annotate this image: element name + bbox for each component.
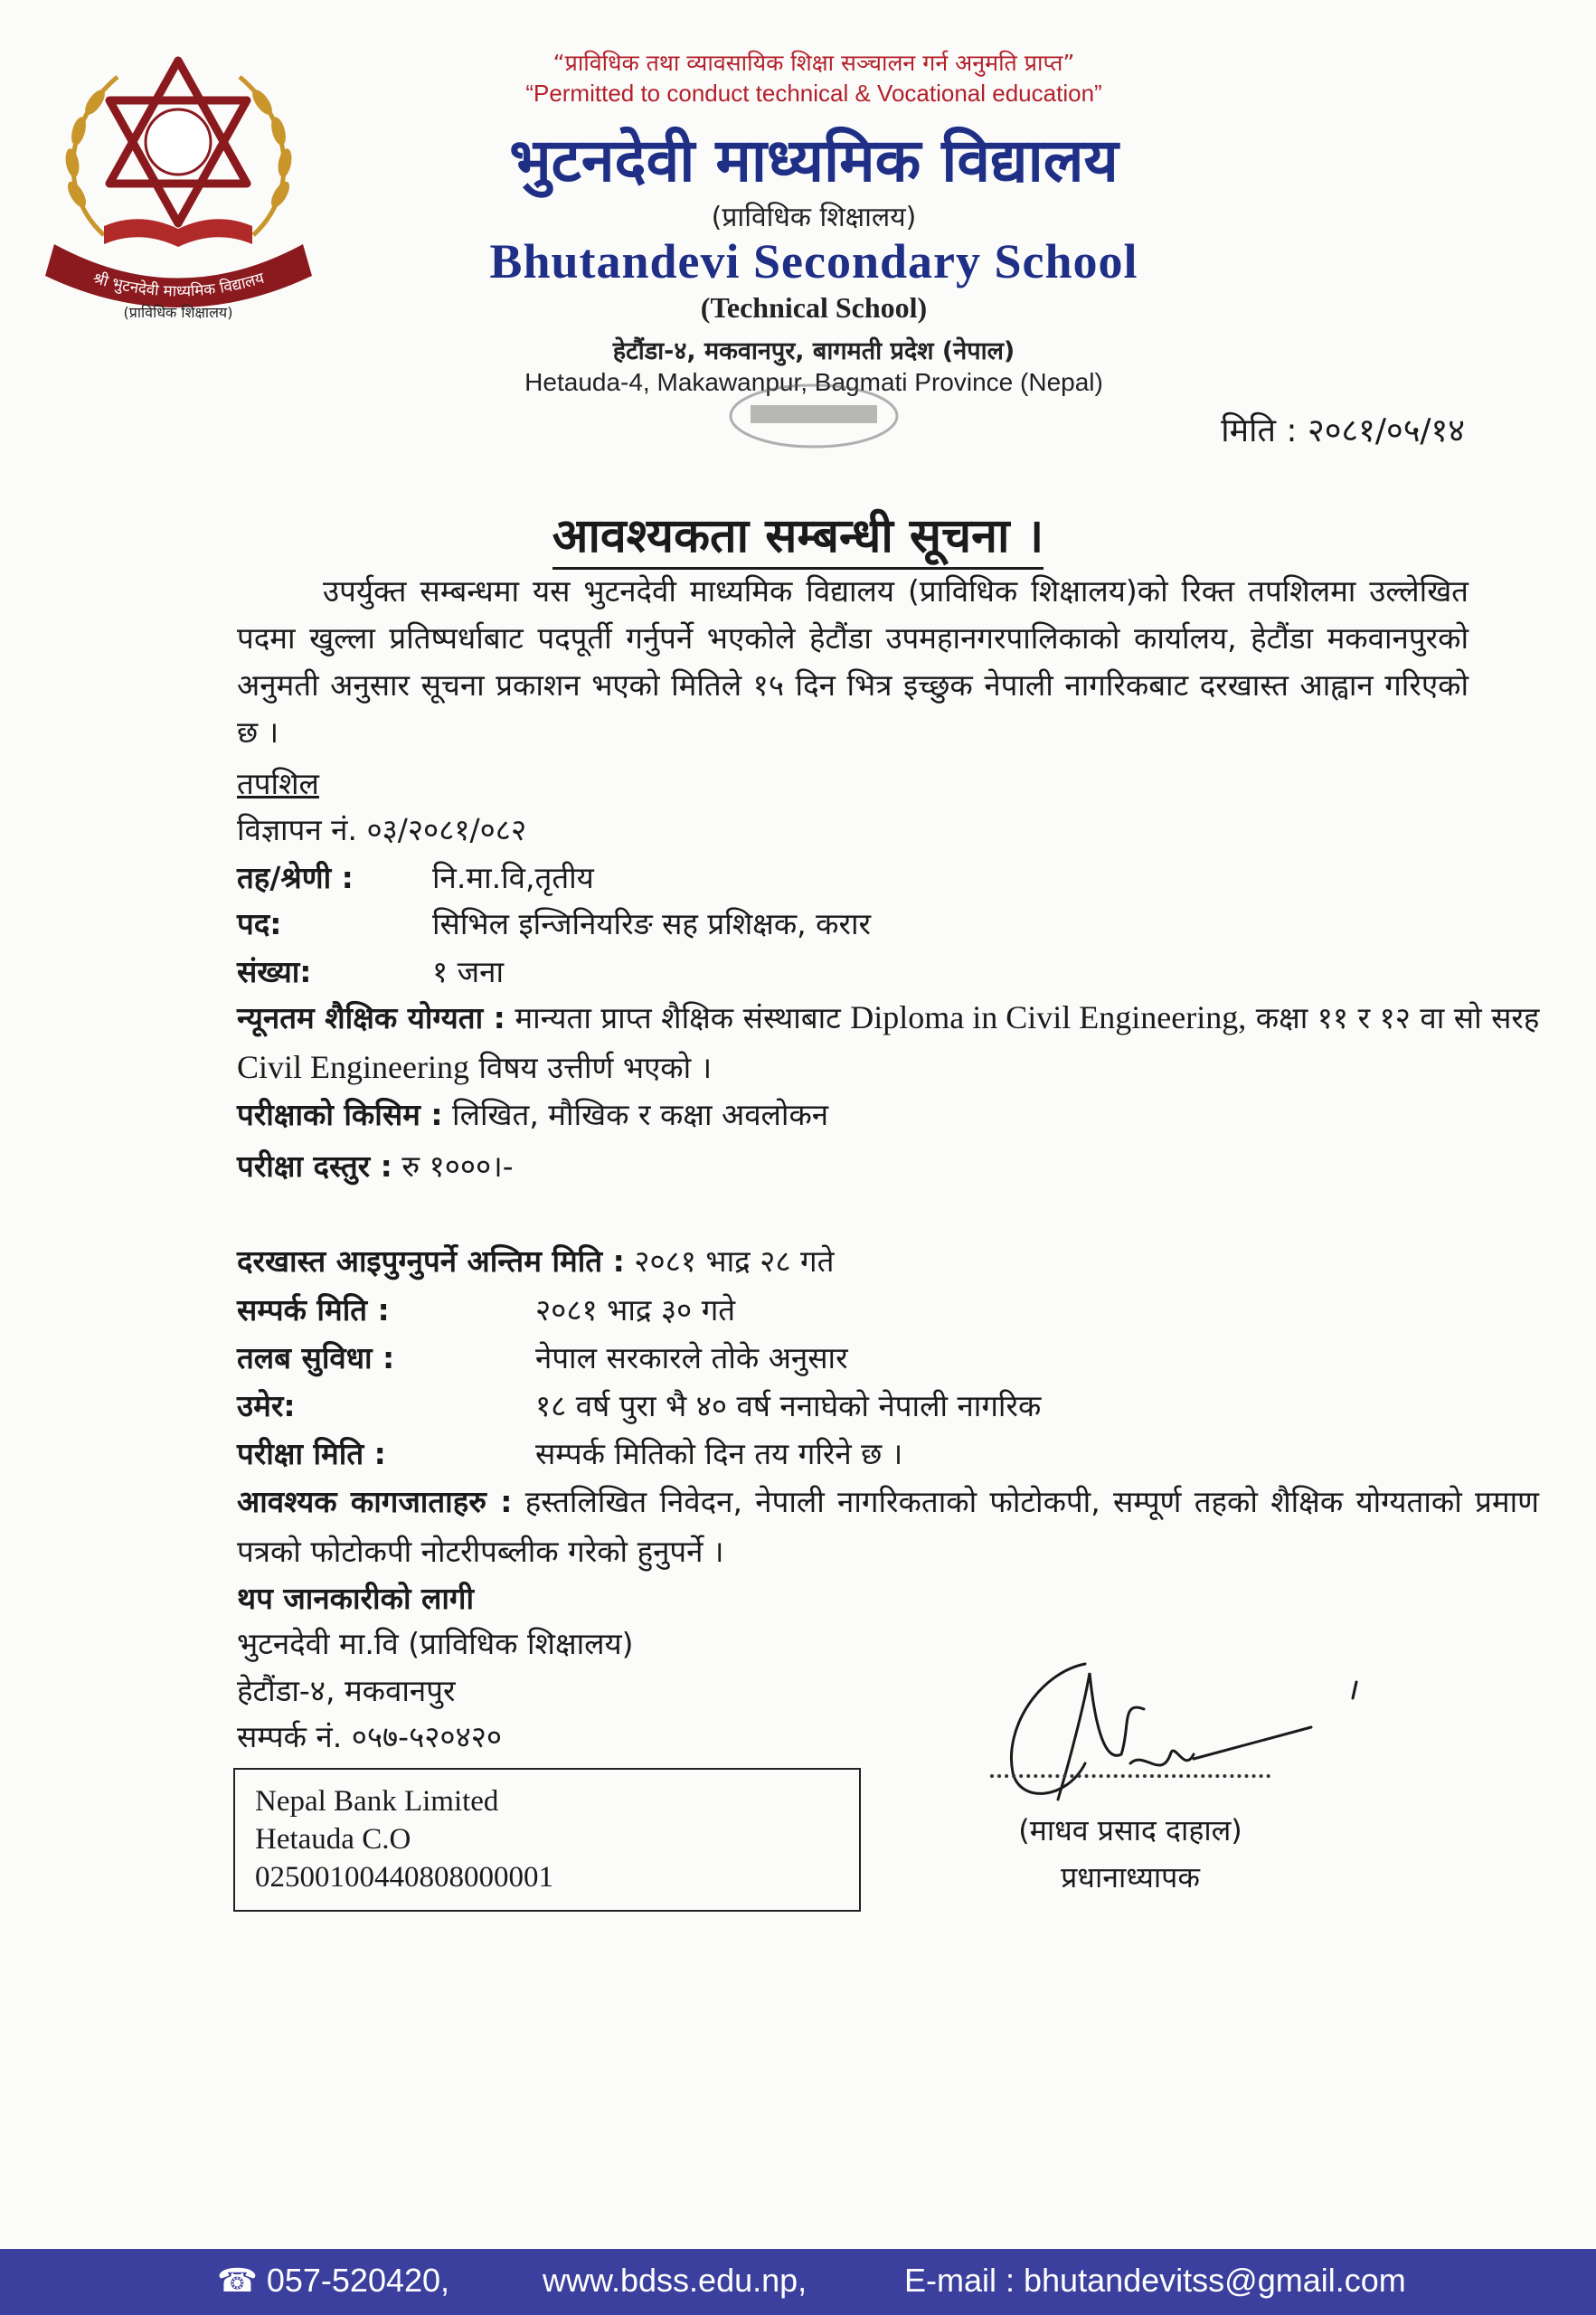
post-value: सिभिल इन्जिनियरिङ सह प्रशिक्षक, करार	[432, 906, 872, 941]
address-english: Hetauda-4, Makawanpur, Bagmati Province (Nepal)	[524, 368, 1103, 396]
contact-date-row	[237, 1288, 1322, 1333]
school-logo	[41, 50, 316, 321]
exam-type-row	[237, 1092, 828, 1138]
bank-name: Nepal Bank Limited	[255, 1785, 499, 1818]
advertisement-number: विज्ञापन नं. ०३/२०८१/०८२	[237, 812, 527, 847]
signatory-name: (माधव प्रसाद दाहाल)	[1018, 1813, 1242, 1847]
post-row	[237, 902, 1051, 947]
more-info-label: थप जानकारीको लागी	[237, 1581, 475, 1616]
notice-date: मिति : २०८१/०५/१४	[1221, 412, 1465, 449]
salary-value: नेपाल सरकारले तोके अनुसार	[535, 1340, 848, 1375]
salary-row	[237, 1336, 1322, 1381]
qualification-text-3: विषय उत्तीर्ण भएको ।	[478, 1050, 713, 1085]
bank-account-number: 02500100440808000001	[255, 1861, 553, 1894]
school-name-english: Bhutandevi Secondary School	[489, 234, 1138, 288]
signature-line	[990, 1774, 1270, 1780]
notice-title: आवश्यकता सम्बन्धी सूचना ।	[0, 502, 1596, 566]
contact-date-label: सम्पर्क मिति :	[237, 1292, 390, 1328]
signature-mark	[986, 1646, 1393, 1818]
exam-type-label: परीक्षाको किसिम :	[237, 1097, 443, 1132]
logo-sub-text: (प्राविधिक शिक्षालय)	[123, 304, 233, 321]
level-row	[237, 855, 1051, 901]
footer-website[interactable]: www.bdss.edu.np,	[543, 2262, 807, 2299]
contact-date-value: २०८१ भाद्र ३० गते	[535, 1292, 736, 1328]
exam-fee-row	[237, 1144, 514, 1189]
school-name-nepali: भुटनदेवी माध्यमिक विद्यालय	[509, 126, 1119, 195]
bank-details-box	[233, 1768, 861, 1912]
age-value: १८ वर्ष पुरा भै ४० वर्ष ननाघेको नेपाली नागरिक	[535, 1388, 1042, 1423]
permit-text-nepali: “प्राविधिक तथा व्यावसायिक शिक्षा सञ्चालन गर्न अनुमति प्राप्त”	[552, 50, 1075, 76]
qualification-row	[237, 993, 1593, 1092]
qualification-label: न्यूनतम शैक्षिक योग्यता :	[237, 1000, 505, 1035]
count-value: १ जना	[432, 954, 504, 989]
school-type-nepali: (प्राविधिक शिक्षालय)	[711, 202, 917, 233]
deadline-label: दरखास्त आइपुग्नुपर्ने अन्तिम मिति :	[237, 1243, 625, 1279]
exam-date-row	[237, 1432, 1322, 1477]
post-label: पद:	[237, 906, 282, 941]
age-row	[237, 1384, 1322, 1429]
footer-email[interactable]: E-mail : bhutandevitss@gmail.com	[904, 2262, 1406, 2299]
exam-type-value: लिखित, मौखिक र कक्षा अवलोकन	[452, 1097, 829, 1132]
qualification-english-1: Diploma in Civil Engineering,	[850, 999, 1247, 1035]
count-row	[237, 950, 1051, 995]
qualification-text-1: मान्यता प्राप्त शैक्षिक संस्थाबाट	[515, 1000, 841, 1035]
permit-text-english: “Permitted to conduct technical & Vocational education”	[525, 80, 1102, 107]
deadline-row	[237, 1239, 834, 1284]
signatory-title: प्रधानाध्यापक	[1061, 1860, 1200, 1895]
documents-value: हस्तलिखित निवेदन, नेपाली नागरिकताको फोटोकपी, सम्पूर्ण तहको शैक्षिक योग्यताको प्रमाण पत्रको फोटोकपी नोटरीपब्लीक गरेको हुनुपर्ने ।	[237, 1484, 1539, 1569]
address-nepali: हेटौंडा-४, मकवानपुर, बागमती प्रदेश (नेपाल)	[612, 337, 1015, 365]
qualification-text-2: कक्षा ११ र १२ वा सो सरह	[1255, 1000, 1540, 1035]
contact-address: हेटौंडा-४, मकवानपुर	[237, 1673, 456, 1708]
documents-label: आवश्यक कागजाताहरु :	[237, 1484, 513, 1519]
exam-fee-label: परीक्षा दस्तुर :	[237, 1148, 392, 1184]
exam-date-label: परीक्षा मिति :	[237, 1436, 386, 1471]
footer-bar	[0, 2249, 1596, 2315]
school-type-english: (Technical School)	[700, 291, 928, 324]
bank-branch: Hetauda C.O	[255, 1823, 411, 1856]
exam-date-value: सम्पर्क मितिको दिन तय गरिने छ ।	[535, 1436, 903, 1471]
notice-intro: उपर्युक्त सम्बन्धमा यस भुटनदेवी माध्यमिक विद्यालय (प्राविधिक शिक्षालय)को रिक्त तपशिलमा उल्लेखित पदमा खुल्ला प्रतिष्पर्धाबाट पदपूर्ती गर्नुपर्ने भएकोले हेटौंडा उपमहानगरपालिकाको कार्यालय, हेटौंडा मकवानपुरको अनुमती अनुसार सूचना प्रकाशन भएको मितिले १५ दिन भित्र इच्छुक नेपाली नागरिकबाट दरखास्त आह्वान गरिएको छ ।	[237, 573, 1469, 750]
level-label: तह/श्रेणी :	[237, 860, 354, 895]
salary-label: तलब सुविधा :	[237, 1340, 395, 1375]
deadline-value: २०८१ भाद्र २८ गते	[634, 1243, 835, 1279]
contact-school: भुटनदेवी मा.वि (प्राविधिक शिक्षालय)	[237, 1626, 634, 1661]
age-label: उमेर:	[237, 1388, 296, 1423]
footer-phone: ☎ 057-520420,	[217, 2262, 450, 2299]
contact-phone: सम्पर्क नं. ०५७-५२०४२०	[237, 1719, 503, 1754]
exam-fee-value: रु १०००।-	[401, 1148, 514, 1184]
level-value: नि.मा.वि,तृतीय	[432, 860, 594, 895]
school-stamp-mark	[723, 380, 904, 452]
details-heading: तपशिल	[237, 766, 319, 801]
documents-row	[237, 1477, 1539, 1576]
count-label: संख्या:	[237, 954, 312, 989]
qualification-english-2: Civil Engineering	[237, 1049, 469, 1085]
logo-banner-text: श्री भुटनदेवी माध्यमिक विद्यालय	[90, 269, 267, 301]
